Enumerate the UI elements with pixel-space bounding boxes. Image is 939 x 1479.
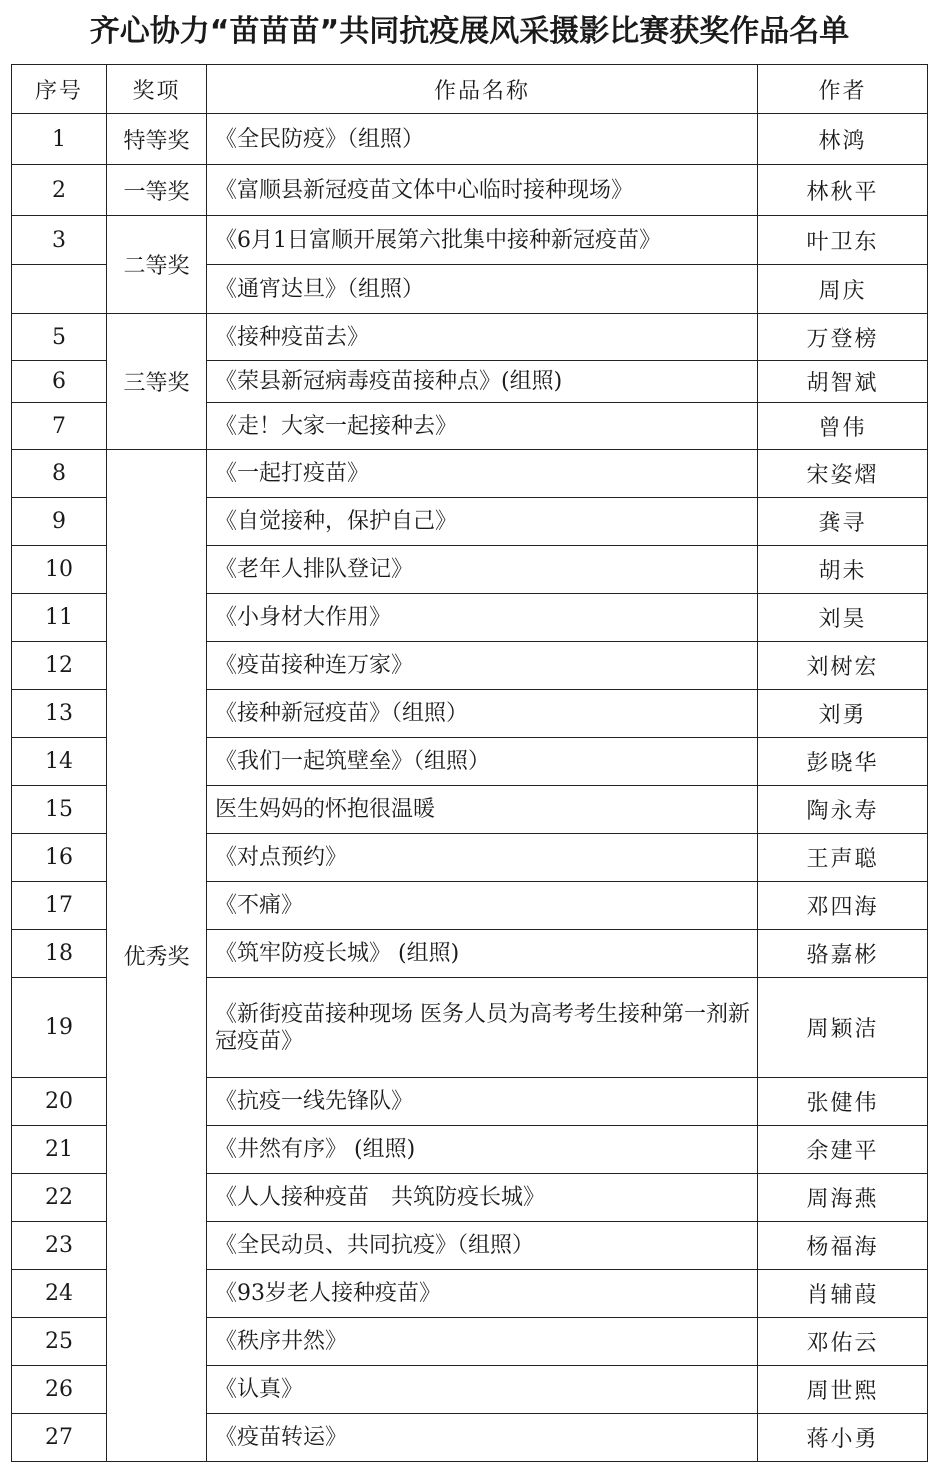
- row-no: [12, 265, 107, 314]
- author-name: 刘勇: [758, 690, 928, 738]
- row-no: 8: [12, 450, 107, 498]
- author-name: 周庆: [758, 265, 928, 314]
- row-no: 21: [12, 1126, 107, 1174]
- row-no: 13: [12, 690, 107, 738]
- row-no: 6: [12, 361, 107, 403]
- award-second: 二等奖: [107, 216, 207, 314]
- award-special: 特等奖: [107, 114, 207, 165]
- work-title: 《全民防疫》（组照）: [207, 114, 758, 165]
- row-no: 11: [12, 594, 107, 642]
- author-name: 胡未: [758, 546, 928, 594]
- work-title: 《小身材大作用》: [207, 594, 758, 642]
- author-name: 刘树宏: [758, 642, 928, 690]
- author-name: 肖辅葭: [758, 1270, 928, 1318]
- table-row: [12, 165, 928, 216]
- author-name: 宋姿熠: [758, 450, 928, 498]
- work-title: 《对点预约》: [207, 834, 758, 882]
- author-name: 万登榜: [758, 314, 928, 361]
- work-title: 《疫苗接种连万家》: [207, 642, 758, 690]
- author-name: 杨福海: [758, 1222, 928, 1270]
- author-name: 余建平: [758, 1126, 928, 1174]
- work-title: 《接种疫苗去》: [207, 314, 758, 361]
- award-first: 一等奖: [107, 165, 207, 216]
- work-title: 《接种新冠疫苗》（组照）: [207, 690, 758, 738]
- row-no: 17: [12, 882, 107, 930]
- row-no: 25: [12, 1318, 107, 1366]
- author-name: 邓佑云: [758, 1318, 928, 1366]
- table-row: [12, 114, 928, 165]
- header-no: 序号: [12, 65, 107, 114]
- row-no: 24: [12, 1270, 107, 1318]
- work-title: 《通宵达旦》（组照）: [207, 265, 758, 314]
- author-name: 刘昊: [758, 594, 928, 642]
- author-name: 陶永寿: [758, 786, 928, 834]
- row-no: 15: [12, 786, 107, 834]
- row-no: 20: [12, 1078, 107, 1126]
- author-name: 周海燕: [758, 1174, 928, 1222]
- row-no: 12: [12, 642, 107, 690]
- author-name: 彭晓华: [758, 738, 928, 786]
- author-name: 龚寻: [758, 498, 928, 546]
- row-no: 16: [12, 834, 107, 882]
- table-row: [12, 216, 928, 265]
- header-work: 作品名称: [207, 65, 758, 114]
- author-name: 王声聪: [758, 834, 928, 882]
- header-author: 作者: [758, 65, 928, 114]
- work-title: 《一起打疫苗》: [207, 450, 758, 498]
- work-title: 《我们一起筑壁垒》（组照）: [207, 738, 758, 786]
- work-title: 《93岁老人接种疫苗》: [207, 1270, 758, 1318]
- work-title: 《井然有序》 (组照): [207, 1126, 758, 1174]
- work-title: 《富顺县新冠疫苗文体中心临时接种现场》: [207, 165, 758, 216]
- work-title: 《新街疫苗接种现场 医务人员为高考考生接种第一剂新冠疫苗》: [207, 978, 758, 1078]
- author-name: 周世熙: [758, 1366, 928, 1414]
- row-no: 26: [12, 1366, 107, 1414]
- row-no: 18: [12, 930, 107, 978]
- author-name: 张健伟: [758, 1078, 928, 1126]
- row-no: 22: [12, 1174, 107, 1222]
- row-no: 2: [12, 165, 107, 216]
- work-title: 《6月1日富顺开展第六批集中接种新冠疫苗》: [207, 216, 758, 265]
- award-table: [11, 64, 928, 1462]
- table-row: [12, 450, 928, 498]
- work-title: 《老年人排队登记》: [207, 546, 758, 594]
- author-name: 曾伟: [758, 403, 928, 450]
- award-third: 三等奖: [107, 314, 207, 450]
- author-name: 骆嘉彬: [758, 930, 928, 978]
- row-no: 10: [12, 546, 107, 594]
- row-no: 5: [12, 314, 107, 361]
- row-no: 9: [12, 498, 107, 546]
- header-award: 奖项: [107, 65, 207, 114]
- work-title: 医生妈妈的怀抱很温暖: [207, 786, 758, 834]
- work-title: 《疫苗转运》: [207, 1414, 758, 1462]
- row-no: 19: [12, 978, 107, 1078]
- author-name: 邓四海: [758, 882, 928, 930]
- row-no: 14: [12, 738, 107, 786]
- page-title: 齐心协力“苗苗苗”共同抗疫展风采摄影比赛获奖作品名单: [89, 14, 850, 49]
- work-title: 《荣县新冠病毒疫苗接种点》(组照): [207, 361, 758, 403]
- work-title: 《筑牢防疫长城》 (组照): [207, 930, 758, 978]
- author-name: 叶卫东: [758, 216, 928, 265]
- author-name: 林秋平: [758, 165, 928, 216]
- table-row: [12, 314, 928, 361]
- work-title: 《认真》: [207, 1366, 758, 1414]
- award-excellent: 优秀奖: [107, 450, 207, 1462]
- row-no: 27: [12, 1414, 107, 1462]
- author-name: 周颖洁: [758, 978, 928, 1078]
- work-title: 《抗疫一线先锋队》: [207, 1078, 758, 1126]
- row-no: 3: [12, 216, 107, 265]
- author-name: 蒋小勇: [758, 1414, 928, 1462]
- row-no: 7: [12, 403, 107, 450]
- work-title: 《全民动员、共同抗疫》（组照）: [207, 1222, 758, 1270]
- work-title: 《走！大家一起接种去》: [207, 403, 758, 450]
- author-name: 林鸿: [758, 114, 928, 165]
- work-title: 《不痛》: [207, 882, 758, 930]
- work-title: 《自觉接种，保护自己》: [207, 498, 758, 546]
- row-no: 23: [12, 1222, 107, 1270]
- work-title: 《人人接种疫苗 共筑防疫长城》: [207, 1174, 758, 1222]
- work-title: 《秩序井然》: [207, 1318, 758, 1366]
- author-name: 胡智斌: [758, 361, 928, 403]
- header-row: [12, 65, 928, 114]
- row-no: 1: [12, 114, 107, 165]
